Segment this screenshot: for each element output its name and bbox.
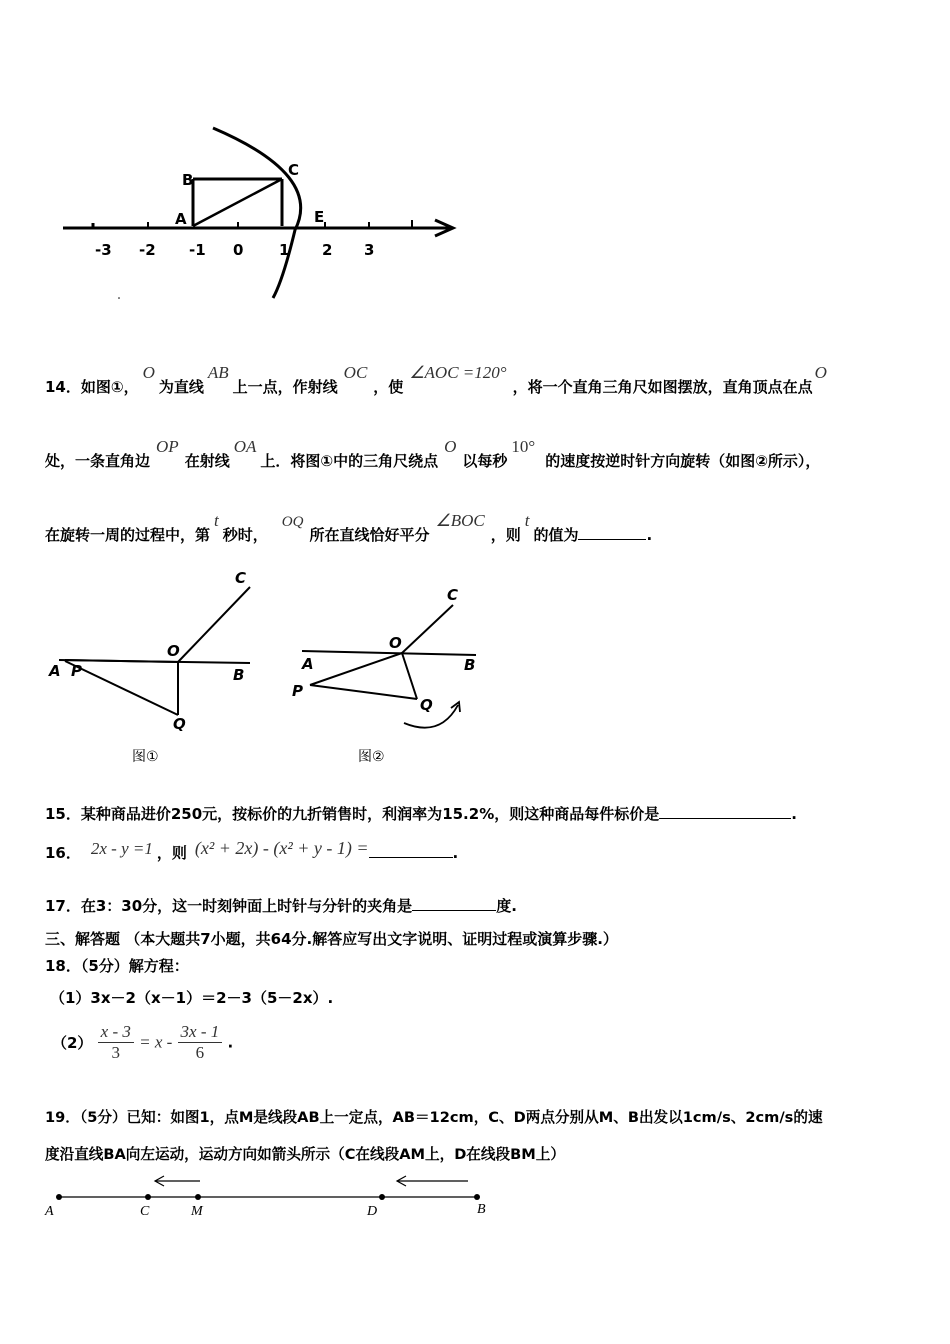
triangle-oq [402,653,417,699]
q14-text: ，将一个直角三角尺如图摆放，直角顶点在点 [512,378,813,396]
fig2-label-q: Q [420,696,433,714]
label-m: M [191,1204,203,1219]
q14-text: . [646,526,653,544]
q14-text: 的速度按逆时针方向旋转（如图②所示）， [545,452,821,470]
q18-eq2-label: （2） [52,1034,93,1052]
q14-text: 上．将图①中的三角尺绕点 [260,452,439,470]
q17 [45,895,517,916]
q14-math: O [142,363,155,382]
q14-text: 处，一条直角边 [45,452,151,470]
fig1-label-c: C [235,569,247,587]
label-d: D [367,1204,378,1219]
q16-end: . [452,844,459,862]
tick-label: -2 [139,241,156,259]
triangle-op [310,653,402,685]
fraction-2-numerator: 3x - 1 [178,1022,223,1043]
label-c: C [288,161,300,179]
fraction-2 [178,1022,223,1063]
q17-text: 17．在3：30分，这一时刻钟面上时针与分针的夹角是 [45,897,413,915]
label-b: B [182,171,194,189]
q14-text: 秒时， [222,526,268,544]
tick-label: 2 [322,241,333,259]
q14-text: ，则 [490,526,521,544]
fig2-label-a: A [302,655,314,673]
segment-figure [40,1170,510,1220]
fraction-1-denominator: 3 [111,1043,121,1062]
q14-text: 为直线 [158,378,204,396]
angle-figure-1 [45,565,275,770]
q18-eq2-middle: = x - [139,1032,173,1052]
point-m [195,1194,201,1200]
fig1-label-q: Q [173,715,186,733]
q14-text: 的值为 [533,526,579,544]
q14-text: 在旋转一周的过程中，第 [45,526,211,544]
q15 [45,803,797,824]
point-c [145,1194,151,1200]
q14-text: 所在直线恰好平分 [309,526,430,544]
q16 [45,838,459,862]
tick-label: -3 [95,241,112,259]
label-a: A [175,210,187,228]
fig1-label-b: B [233,666,245,684]
circle-arc [213,128,301,298]
tick-label: -1 [189,241,206,259]
q15-text: 15．某种商品进价250元，按标价的九折销售时，利润率为15.2%，则这种商品每件标价是 [45,805,660,823]
q14-answer-blank[interactable] [578,525,646,540]
tick-label: 0 [233,241,244,259]
q14-math: t [214,511,219,530]
q18-eq2-end: . [227,1033,234,1052]
q16-expression: (x² + 2x) - (x² + y - 1) = [194,838,369,858]
q14-math: OA [233,437,257,456]
label-b: B [477,1202,486,1217]
q14-math: OC [343,363,368,382]
segment-ac [193,179,282,226]
fig1-label-o: O [167,642,180,660]
q14-text: 14．如图①， [45,378,139,396]
q16-number: 16． [45,844,81,862]
label-e: E [314,208,325,226]
q17-answer-blank[interactable] [412,896,496,911]
q18-equation-2 [52,1022,233,1063]
q14-math: 10° [511,437,536,456]
q16-answer-blank[interactable] [369,843,453,858]
q14-math: O [814,363,827,382]
fig1-label-a: A [49,662,61,680]
q14-math: AB [207,363,229,382]
point-a [56,1194,62,1200]
q15-answer-blank[interactable] [659,804,791,819]
fig2-label-b: B [464,656,476,674]
triangle-pq [310,685,417,699]
q17-end: 度. [496,897,517,915]
ray-oc [402,605,453,653]
q14-text: 在射线 [184,452,230,470]
q14-math: ∠AOC =120° [409,363,507,382]
q14-math: OP [156,437,179,456]
label-a: A [45,1204,54,1219]
label-c: C [140,1204,150,1219]
angle-figure-2 [290,578,490,773]
fig2-label-c: C [447,586,459,604]
q14-math: OQ [281,514,304,530]
section-3-heading: 三、解答题 （本大题共7小题，共64分.解答应写出文字说明、证明过程或演算步骤.） [45,930,618,948]
ray-oc [178,587,250,662]
q14-math: O [444,437,457,456]
tick-label: 1 [279,241,290,259]
q19-line1: 19．（5分）已知：如图1，点M是线段AB上一定点，AB＝12cm，C、D两点分别从M、B出发以1cm/s、2cm/s的速 [45,1109,823,1126]
q15-end: . [791,805,797,823]
fraction-1 [98,1022,134,1063]
fig1-caption: 图① [132,749,159,765]
q14-text: ，使 [373,378,404,396]
point-b [474,1194,480,1200]
fraction-2-denominator: 6 [195,1043,205,1062]
q14-math: t [524,511,530,530]
q14-text: 以每秒 [462,452,508,470]
q14-line3 [45,510,653,544]
q14-math: ∠BOC [435,511,485,530]
q14-line2 [45,436,821,470]
fig2-label-p: P [292,682,303,700]
point-d [379,1194,385,1200]
q18-title: 18．（5分）解方程： [45,957,189,975]
fig2-label-o: O [389,634,402,652]
tick-label: 3 [364,241,375,259]
q19-line2: 度沿直线BA向左运动，运动方向如箭头所示（C在线段AM上，D在线段BM上） [45,1146,565,1163]
q14-text: 上一点，作射线 [232,378,338,396]
fig1-label-p: P [71,662,82,680]
q14-line1 [45,362,827,396]
q16-condition: 2x - y =1 [90,839,153,858]
fig2-caption: 图② [358,749,385,765]
stray-dot [118,297,120,299]
q16-text: ，则 [156,844,187,862]
number-line-figure [55,120,465,310]
fraction-1-numerator: x - 3 [98,1022,134,1043]
q18-equation-1: （1）3x－2（x－1）＝2－3（5－2x）. [50,989,334,1007]
